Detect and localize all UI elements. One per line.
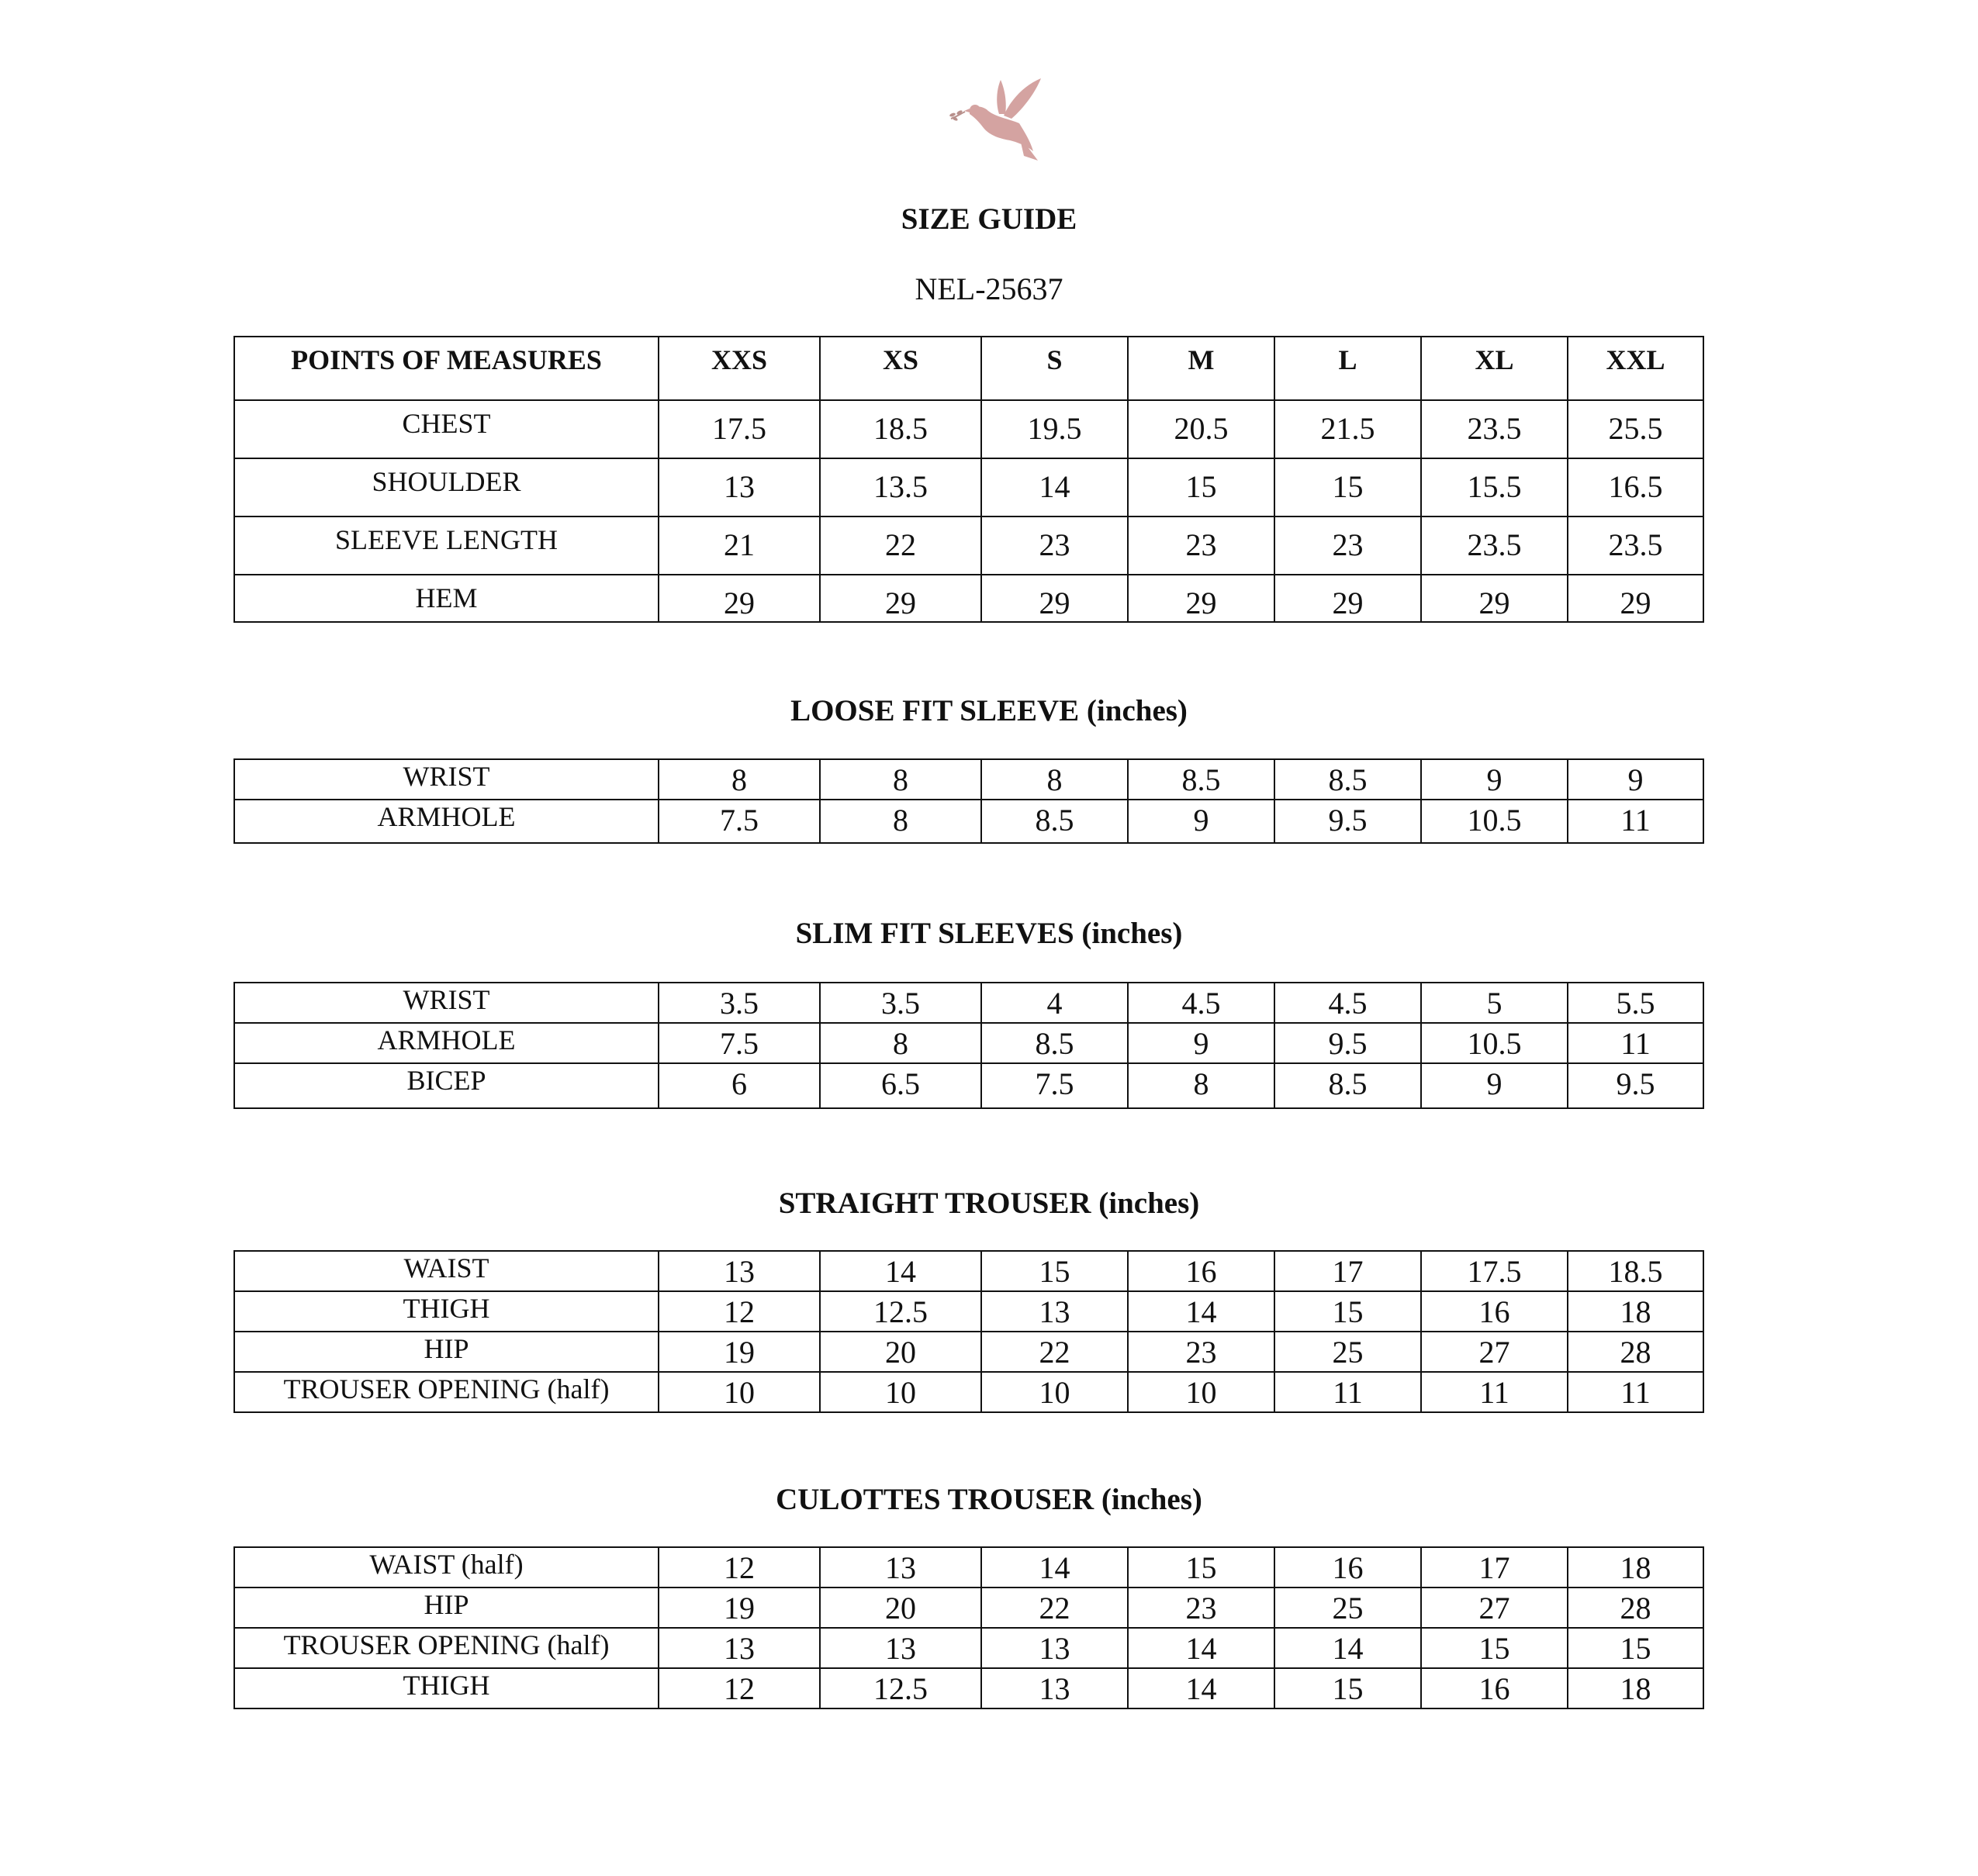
- cell: 14: [1128, 1291, 1274, 1332]
- cell: 17: [1421, 1547, 1568, 1588]
- cell: 4.5: [1128, 983, 1274, 1023]
- cell: 13: [981, 1628, 1128, 1668]
- cell: 14: [981, 1547, 1128, 1588]
- cell: 13: [981, 1668, 1128, 1708]
- straight-trouser-table: [233, 1250, 1704, 1413]
- cell: 9: [1568, 759, 1703, 800]
- loose-fit-table: [233, 758, 1704, 844]
- header-row: [234, 337, 1703, 400]
- cell: 27: [1421, 1332, 1568, 1372]
- header-s: S: [981, 337, 1128, 400]
- cell: 3.5: [820, 983, 981, 1023]
- style-code: NEL-25637: [915, 271, 1063, 306]
- cell: 6: [659, 1063, 820, 1108]
- cell: 23.5: [1421, 517, 1568, 575]
- cell: 8: [820, 800, 981, 843]
- cell: 14: [981, 458, 1128, 517]
- table-row: [234, 1628, 1703, 1668]
- cell: 9: [1421, 759, 1568, 800]
- cell: 8: [981, 759, 1128, 800]
- cell: 14: [1274, 1628, 1421, 1668]
- cell: 15: [1421, 1628, 1568, 1668]
- cell: 16.5: [1568, 458, 1703, 517]
- row-label: TROUSER OPENING (half): [234, 1628, 659, 1668]
- cell: 23: [1128, 1332, 1274, 1372]
- row-label: CHEST: [234, 400, 659, 458]
- row-label: SLEEVE LENGTH: [234, 517, 659, 575]
- cell: 12.5: [820, 1668, 981, 1708]
- cell: 21.5: [1274, 400, 1421, 458]
- cell: 9: [1128, 1023, 1274, 1063]
- table-row: [234, 1668, 1703, 1708]
- loose-fit-title: LOOSE FIT SLEEVE (inches): [790, 694, 1188, 727]
- cell: 23.5: [1568, 517, 1703, 575]
- cell: 11: [1568, 1023, 1703, 1063]
- header-xxs: XXS: [659, 337, 820, 400]
- cell: 14: [1128, 1668, 1274, 1708]
- table-row: [234, 800, 1703, 843]
- cell: 16: [1421, 1668, 1568, 1708]
- slim-fit-title: SLIM FIT SLEEVES (inches): [795, 917, 1183, 950]
- cell: 10.5: [1421, 800, 1568, 843]
- table-row: [234, 458, 1703, 517]
- cell: 4.5: [1274, 983, 1421, 1023]
- cell: 29: [659, 575, 820, 622]
- cell: 18: [1568, 1291, 1703, 1332]
- cell: 29: [981, 575, 1128, 622]
- cell: 23: [981, 517, 1128, 575]
- table-row: [234, 1063, 1703, 1108]
- cell: 15.5: [1421, 458, 1568, 517]
- cell: 22: [981, 1332, 1128, 1372]
- dove-logo-icon: [939, 74, 1055, 163]
- culottes-trouser-title: CULOTTES TROUSER (inches): [776, 1483, 1202, 1516]
- cell: 14: [820, 1251, 981, 1291]
- cell: 12: [659, 1291, 820, 1332]
- table-row: [234, 575, 1703, 622]
- cell: 7.5: [659, 1023, 820, 1063]
- cell: 15: [1128, 1547, 1274, 1588]
- cell: 22: [981, 1588, 1128, 1628]
- cell: 23: [1128, 1588, 1274, 1628]
- table-row: [234, 1372, 1703, 1412]
- cell: 10.5: [1421, 1023, 1568, 1063]
- cell: 9.5: [1274, 800, 1421, 843]
- cell: 25.5: [1568, 400, 1703, 458]
- table-row: [234, 1332, 1703, 1372]
- cell: 19: [659, 1332, 820, 1372]
- cell: 15: [1274, 1291, 1421, 1332]
- cell: 5: [1421, 983, 1568, 1023]
- cell: 9.5: [1274, 1023, 1421, 1063]
- cell: 13: [820, 1547, 981, 1588]
- row-label: SHOULDER: [234, 458, 659, 517]
- cell: 13: [659, 458, 820, 517]
- row-label: WRIST: [234, 983, 659, 1023]
- cell: 29: [820, 575, 981, 622]
- table-row: [234, 759, 1703, 800]
- row-label: ARMHOLE: [234, 800, 659, 843]
- cell: 13: [659, 1628, 820, 1668]
- header-xl: XL: [1421, 337, 1568, 400]
- cell: 20: [820, 1332, 981, 1372]
- table-row: [234, 1291, 1703, 1332]
- cell: 25: [1274, 1332, 1421, 1372]
- row-label: BICEP: [234, 1063, 659, 1108]
- cell: 11: [1274, 1372, 1421, 1412]
- cell: 11: [1568, 800, 1703, 843]
- cell: 10: [1128, 1372, 1274, 1412]
- cell: 29: [1128, 575, 1274, 622]
- table-row: [234, 1251, 1703, 1291]
- cell: 25: [1274, 1588, 1421, 1628]
- table-row: [234, 1588, 1703, 1628]
- cell: 17.5: [659, 400, 820, 458]
- cell: 27: [1421, 1588, 1568, 1628]
- main-size-table: [233, 336, 1704, 623]
- row-label: WRIST: [234, 759, 659, 800]
- cell: 28: [1568, 1588, 1703, 1628]
- cell: 11: [1568, 1372, 1703, 1412]
- table-row: [234, 1023, 1703, 1063]
- header-xs: XS: [820, 337, 981, 400]
- cell: 15: [1128, 458, 1274, 517]
- cell: 18.5: [820, 400, 981, 458]
- cell: 23: [1128, 517, 1274, 575]
- row-label: ARMHOLE: [234, 1023, 659, 1063]
- cell: 8.5: [1274, 759, 1421, 800]
- cell: 13: [981, 1291, 1128, 1332]
- cell: 18: [1568, 1668, 1703, 1708]
- cell: 8: [820, 1023, 981, 1063]
- cell: 6.5: [820, 1063, 981, 1108]
- row-label: THIGH: [234, 1291, 659, 1332]
- cell: 13: [659, 1251, 820, 1291]
- cell: 7.5: [981, 1063, 1128, 1108]
- cell: 8: [820, 759, 981, 800]
- cell: 14: [1128, 1628, 1274, 1668]
- row-label: HIP: [234, 1332, 659, 1372]
- cell: 16: [1274, 1547, 1421, 1588]
- cell: 19: [659, 1588, 820, 1628]
- cell: 15: [981, 1251, 1128, 1291]
- cell: 29: [1274, 575, 1421, 622]
- cell: 8.5: [981, 1023, 1128, 1063]
- header-m: M: [1128, 337, 1274, 400]
- row-label: HIP: [234, 1588, 659, 1628]
- cell: 9: [1128, 800, 1274, 843]
- cell: 15: [1274, 458, 1421, 517]
- page-title: SIZE GUIDE: [901, 202, 1077, 236]
- cell: 22: [820, 517, 981, 575]
- cell: 18: [1568, 1547, 1703, 1588]
- cell: 4: [981, 983, 1128, 1023]
- cell: 12: [659, 1668, 820, 1708]
- straight-trouser-title: STRAIGHT TROUSER (inches): [778, 1187, 1200, 1220]
- cell: 8.5: [1274, 1063, 1421, 1108]
- row-label: THIGH: [234, 1668, 659, 1708]
- cell: 9: [1421, 1063, 1568, 1108]
- cell: 23.5: [1421, 400, 1568, 458]
- cell: 15: [1568, 1628, 1703, 1668]
- cell: 29: [1421, 575, 1568, 622]
- cell: 12: [659, 1547, 820, 1588]
- header-l: L: [1274, 337, 1421, 400]
- cell: 9.5: [1568, 1063, 1703, 1108]
- row-label: WAIST (half): [234, 1547, 659, 1588]
- cell: 10: [820, 1372, 981, 1412]
- cell: 23: [1274, 517, 1421, 575]
- row-label: HEM: [234, 575, 659, 622]
- cell: 3.5: [659, 983, 820, 1023]
- cell: 29: [1568, 575, 1703, 622]
- cell: 11: [1421, 1372, 1568, 1412]
- table-row: [234, 517, 1703, 575]
- cell: 16: [1421, 1291, 1568, 1332]
- cell: 21: [659, 517, 820, 575]
- table-row: [234, 983, 1703, 1023]
- cell: 12.5: [820, 1291, 981, 1332]
- slim-fit-table: [233, 982, 1704, 1109]
- cell: 18.5: [1568, 1251, 1703, 1291]
- table-row: [234, 400, 1703, 458]
- header-points-of-measures: POINTS OF MEASURES: [234, 337, 659, 400]
- cell: 19.5: [981, 400, 1128, 458]
- cell: 13.5: [820, 458, 981, 517]
- cell: 8.5: [1128, 759, 1274, 800]
- cell: 28: [1568, 1332, 1703, 1372]
- cell: 16: [1128, 1251, 1274, 1291]
- cell: 10: [981, 1372, 1128, 1412]
- table-row: [234, 1547, 1703, 1588]
- cell: 10: [659, 1372, 820, 1412]
- cell: 8: [659, 759, 820, 800]
- row-label: TROUSER OPENING (half): [234, 1372, 659, 1412]
- cell: 7.5: [659, 800, 820, 843]
- row-label: WAIST: [234, 1251, 659, 1291]
- cell: 17.5: [1421, 1251, 1568, 1291]
- culottes-trouser-table: [233, 1546, 1704, 1709]
- cell: 20: [820, 1588, 981, 1628]
- cell: 15: [1274, 1668, 1421, 1708]
- cell: 17: [1274, 1251, 1421, 1291]
- cell: 5.5: [1568, 983, 1703, 1023]
- cell: 13: [820, 1628, 981, 1668]
- cell: 8: [1128, 1063, 1274, 1108]
- header-xxl: XXL: [1568, 337, 1703, 400]
- cell: 8.5: [981, 800, 1128, 843]
- cell: 20.5: [1128, 400, 1274, 458]
